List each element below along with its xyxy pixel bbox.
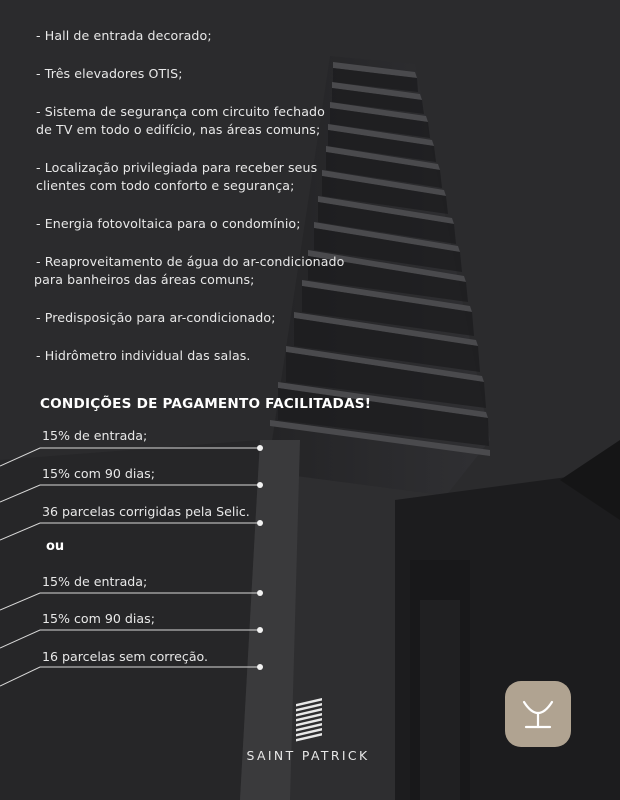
payment-option-b-item: 15% com 90 dias; <box>42 611 155 626</box>
feature-water-reuse-line1: - Reaproveitamento de água do ar-condicionado <box>36 254 345 269</box>
payment-title: CONDIÇÕES DE PAGAMENTO FACILITADAS! <box>40 396 372 412</box>
payment-option-a-item: 15% de entrada; <box>42 428 148 443</box>
feature-location-line1: - Localização privilegiada para receber seus <box>36 160 318 175</box>
feature-water-meter: - Hidrômetro individual das salas. <box>36 348 251 363</box>
feature-solar-energy: - Energia fotovoltaica para o condomínio; <box>36 216 301 231</box>
y-monogram-badge-button[interactable] <box>505 681 571 747</box>
building-logo-icon <box>292 696 326 744</box>
feature-location-line2: clientes com todo conforto e segurança; <box>36 178 295 193</box>
payment-option-b-item: 16 parcelas sem correção. <box>42 649 209 664</box>
feature-hall: - Hall de entrada decorado; <box>36 28 212 43</box>
brand-name: SAINT PATRICK <box>246 748 370 763</box>
feature-water-reuse-line2: para banheiros das áreas comuns; <box>34 272 255 287</box>
payment-separator: ou <box>46 539 65 554</box>
y-monogram-icon <box>518 694 558 734</box>
payment-option-a-item: 15% com 90 dias; <box>42 466 155 481</box>
feature-security-line1: - Sistema de segurança com circuito fechado <box>36 104 325 119</box>
feature-ac-predisposition: - Predisposição para ar-condicionado; <box>36 310 276 325</box>
payment-option-b-item: 15% de entrada; <box>42 574 148 589</box>
feature-security-line2: de TV em todo o edifício, nas áreas comuns; <box>36 122 321 137</box>
payment-option-a-item: 36 parcelas corrigidas pela Selic. <box>42 504 250 519</box>
feature-elevators: - Três elevadores OTIS; <box>36 66 183 81</box>
